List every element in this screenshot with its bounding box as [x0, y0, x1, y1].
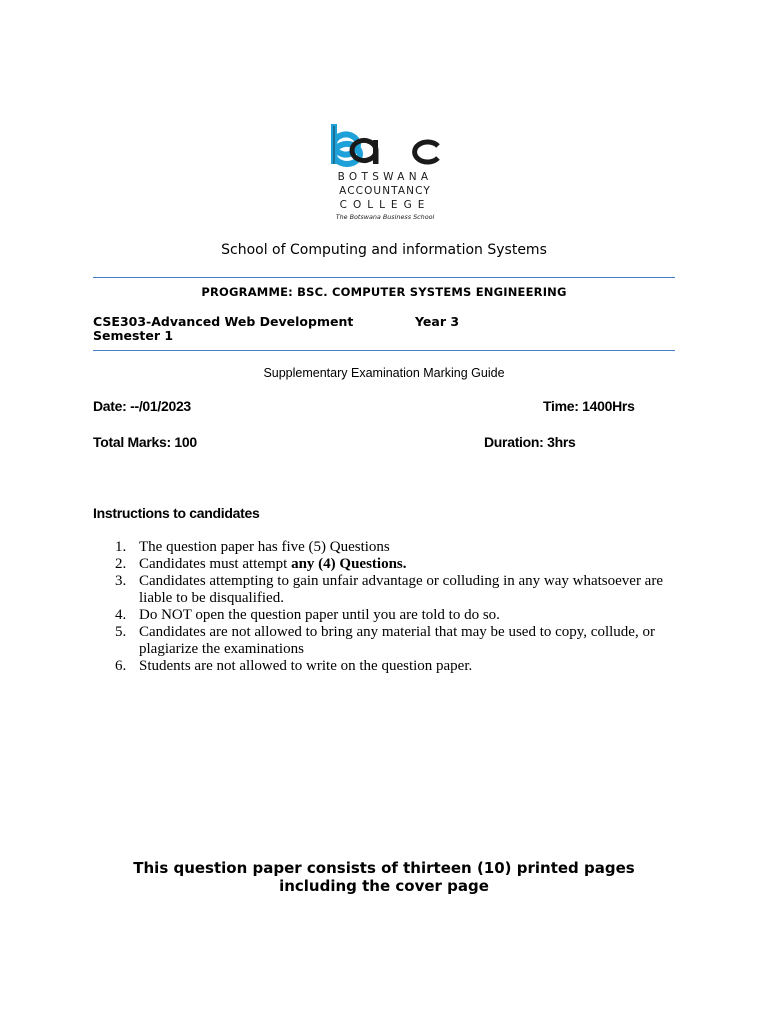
item-text: Candidates attempting to gain unfair advantage or colluding in any way whatsoever are liable to be disqualified. — [139, 573, 663, 606]
exam-duration: Duration: 3hrs — [484, 434, 576, 450]
bac-logo-icon — [324, 120, 446, 226]
item-text: Candidates must attempt — [139, 556, 292, 572]
course-title: CSE303-Advanced Web Development — [93, 314, 354, 329]
exam-type: Supplementary Examination Marking Guide — [263, 366, 505, 380]
list-item — [93, 539, 683, 556]
list-item — [93, 607, 683, 624]
item-number: 6. — [115, 658, 127, 674]
item-text: Students are not allowed to write on the question paper. — [139, 658, 473, 674]
item-number: 3. — [115, 573, 127, 589]
list-item — [93, 573, 683, 607]
item-text: The question paper has five (5) Questions — [139, 539, 390, 555]
list-item — [93, 658, 683, 675]
instructions-heading: Instructions to candidates — [93, 505, 260, 521]
item-number: 5. — [115, 624, 127, 640]
item-number: 4. — [115, 607, 127, 623]
year-label: Year 3 — [415, 314, 460, 329]
page-count-notice — [0, 859, 768, 895]
item-emphasis: any (4) Questions. — [291, 556, 407, 572]
item-text: Candidates are not allowed to bring any material that may be used to copy, collude, or plagiarize the examinations — [139, 624, 655, 657]
instructions-list — [93, 539, 683, 675]
item-number: 2. — [115, 556, 127, 572]
svg-text:The Botswana Business School: The Botswana Business School — [335, 213, 435, 221]
total-marks: Total Marks: 100 — [93, 434, 197, 450]
list-item — [93, 556, 683, 573]
header-rule-top — [93, 277, 675, 278]
svg-text:BOTSWANA: BOTSWANA — [337, 171, 433, 183]
college-logo — [324, 120, 446, 226]
item-text: Do NOT open the question paper until you are told to do so. — [139, 607, 500, 623]
item-number: 1. — [115, 539, 127, 555]
page-count-line-1: This question paper consists of thirteen (10) printed pages — [133, 859, 635, 877]
svg-text:COLLEGE: COLLEGE — [339, 199, 431, 211]
list-item — [93, 624, 683, 658]
semester-label: Semester 1 — [93, 328, 174, 343]
header-rule-bottom — [93, 350, 675, 351]
svg-text:ACCOUNTANCY: ACCOUNTANCY — [339, 185, 431, 197]
exam-date: Date: --/01/2023 — [93, 398, 191, 414]
page-count-line-2: including the cover page — [279, 877, 489, 895]
exam-time: Time: 1400Hrs — [543, 398, 635, 414]
programme-title: PROGRAMME: BSC. COMPUTER SYSTEMS ENGINEERING — [201, 285, 567, 299]
school-name: School of Computing and information Systems — [221, 242, 547, 258]
